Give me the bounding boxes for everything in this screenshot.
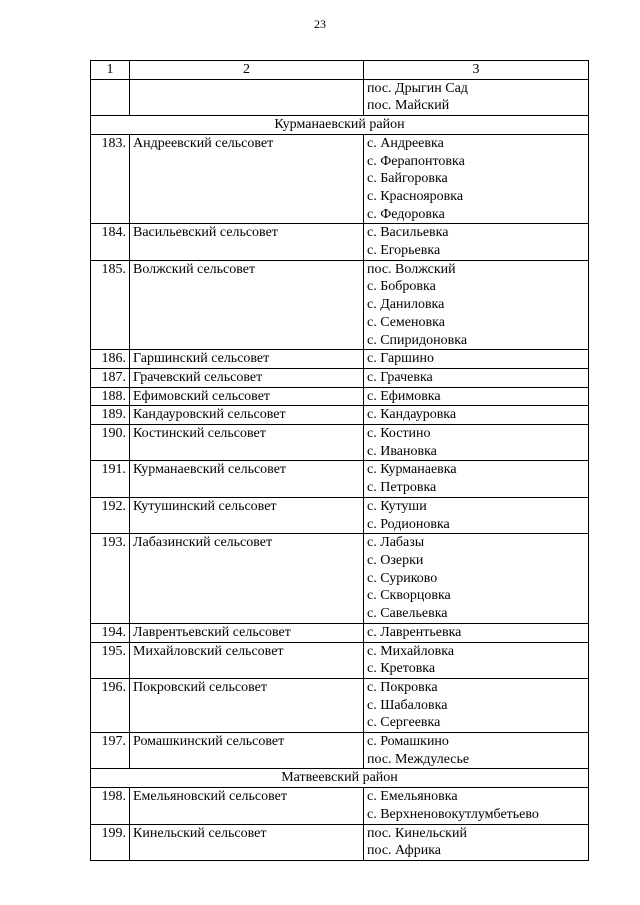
places-cell [364,425,589,461]
district-header-row [91,769,589,788]
places-cell [364,497,589,533]
table-row [91,497,589,533]
row-number: 195. [91,642,130,678]
row-number: 184. [91,224,130,260]
place-name: с. Кретовка [367,661,436,677]
council-name: Кутушинский сельсовет [130,497,364,533]
council-name: Покровский сельсовет [130,678,364,732]
district-name: Курманаевский район [91,116,589,135]
place-name: с. Егорьевка [367,243,441,259]
places-cell [364,534,589,624]
row-number: 197. [91,733,130,769]
row-number: 199. [91,824,130,860]
row-number: 196. [91,678,130,732]
district-name: Матвеевский район [91,769,589,788]
table-row [91,350,589,369]
place-name: с. Покровка [367,679,438,695]
places-cell [364,260,589,350]
place-name: с. Даниловка [367,297,445,313]
row-number: 192. [91,497,130,533]
place-name: с. Шабаловка [367,697,448,713]
place-name: с. Спиридоновка [367,332,468,348]
place-name: с. Курманаевка [367,462,457,478]
place-name: с. Андреевка [367,135,444,151]
place-name: с. Костино [367,426,431,442]
place-name: пос. Волжский [367,261,456,277]
district-header-row [91,116,589,135]
place-name: с. Лаврентьевка [367,624,462,640]
row-number: 189. [91,406,130,425]
place-name: с. Васильевка [367,225,449,241]
table-row [91,387,589,406]
place-name: с. Родионовка [367,516,450,532]
table-row [91,406,589,425]
table-row [91,368,589,387]
continuation-council-cell [130,79,364,115]
place-name: с. Ивановка [367,443,437,459]
council-name: Лабазинский сельсовет [130,534,364,624]
council-name: Михайловский сельсовет [130,642,364,678]
table-row [91,824,589,860]
council-name: Лаврентьевский сельсовет [130,623,364,642]
place-name: пос. Африка [367,843,441,859]
settlements-table [90,60,589,861]
continuation-number-cell [91,79,130,115]
place-name: с. Озерки [367,552,424,568]
table-row [91,260,589,350]
table-row [91,678,589,732]
table-row [91,534,589,624]
page-number: 23 [314,17,326,31]
row-number: 187. [91,368,130,387]
place-name: с. Федоровка [367,206,445,222]
continuation-places-cell [364,79,589,115]
council-name: Грачевский сельсовет [130,368,364,387]
place-name: с. Краснояровка [367,188,464,204]
row-number: 191. [91,461,130,497]
header-cell-council: 2 [130,61,364,80]
places-cell [364,350,589,369]
places-cell [364,461,589,497]
place-name: пос. Майский [367,98,450,114]
council-name: Кинельский сельсовет [130,824,364,860]
council-name: Костинский сельсовет [130,425,364,461]
place-name: с. Михайловка [367,643,455,659]
place-name: с. Гаршино [367,351,434,367]
table-row [91,134,589,224]
place-name: с. Семеновка [367,314,445,330]
header-cell-number: 1 [91,61,130,80]
table-row [91,642,589,678]
table-row [91,623,589,642]
place-name: с. Ромашкино [367,734,449,750]
council-name: Ромашкинский сельсовет [130,733,364,769]
council-name: Емельяновский сельсовет [130,788,364,824]
place-name: с. Емельяновка [367,789,458,805]
header-cell-places: 3 [364,61,589,80]
places-cell [364,224,589,260]
places-cell [364,642,589,678]
places-cell [364,387,589,406]
place-name: с. Бобровка [367,279,436,295]
place-name: с. Грачевка [367,369,433,385]
row-number: 193. [91,534,130,624]
row-number: 183. [91,134,130,224]
row-number: 198. [91,788,130,824]
row-number: 188. [91,387,130,406]
place-name: с. Скворцовка [367,588,451,604]
place-name: с. Кандауровка [367,407,457,423]
row-number: 185. [91,260,130,350]
place-name: пос. Междулесье [367,751,470,767]
continuation-row [91,79,589,115]
places-cell [364,678,589,732]
place-name: с. Байгоровка [367,171,448,187]
council-name: Андреевский сельсовет [130,134,364,224]
row-number: 194. [91,623,130,642]
place-name: с. Ферапонтовка [367,153,465,169]
places-cell [364,788,589,824]
table-row [91,733,589,769]
place-name: с. Верхненовокутлумбетьево [367,806,539,822]
places-cell [364,368,589,387]
table-row [91,224,589,260]
council-name: Волжский сельсовет [130,260,364,350]
place-name: с. Петровка [367,480,437,496]
place-name: с. Лабазы [367,535,425,551]
table-row [91,461,589,497]
council-name: Курманаевский сельсовет [130,461,364,497]
place-name: пос. Дрыгин Сад [367,80,468,96]
header-row [91,61,589,80]
place-name: с. Ефимовка [367,388,441,404]
place-name: с. Суриково [367,570,438,586]
places-cell [364,134,589,224]
place-name: с. Кутуши [367,498,427,514]
places-cell [364,733,589,769]
place-name: пос. Кинельский [367,825,467,841]
places-cell [364,406,589,425]
place-name: с. Сергеевка [367,715,441,731]
council-name: Кандауровский сельсовет [130,406,364,425]
place-name: с. Савельевка [367,606,448,622]
council-name: Гаршинский сельсовет [130,350,364,369]
table-row [91,788,589,824]
places-cell [364,824,589,860]
row-number: 186. [91,350,130,369]
council-name: Ефимовский сельсовет [130,387,364,406]
council-name: Васильевский сельсовет [130,224,364,260]
places-cell [364,623,589,642]
row-number: 190. [91,425,130,461]
table-row [91,425,589,461]
